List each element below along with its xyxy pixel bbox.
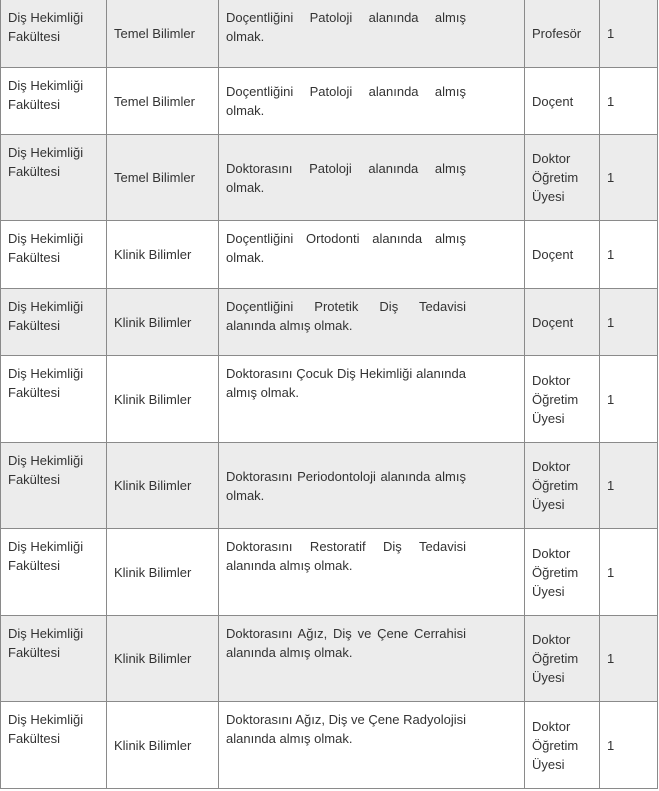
table-row bbox=[1, 702, 658, 789]
faculty-cell: Diş Hekimliği Fakültesi bbox=[1, 702, 107, 789]
faculty-cell: Diş Hekimliği Fakültesi bbox=[1, 289, 107, 356]
requirement-cell: Doçentliğini Protetik Diş Tedavisi alanında almış olmak. bbox=[219, 289, 525, 356]
title-cell: Doçent bbox=[525, 289, 600, 356]
faculty-cell: Diş Hekimliği Fakültesi bbox=[1, 356, 107, 443]
department-cell: Temel Bilimler bbox=[107, 68, 219, 135]
title-cell: Doktor Öğretim Üyesi bbox=[525, 702, 600, 789]
count-cell: 1 bbox=[600, 0, 658, 68]
requirement-cell: Doçentliğini Patoloji alanında almış olmak. bbox=[219, 0, 525, 68]
count-cell: 1 bbox=[600, 443, 658, 529]
faculty-cell: Diş Hekimliği Fakültesi bbox=[1, 135, 107, 221]
table-row bbox=[1, 356, 658, 443]
table-row bbox=[1, 443, 658, 529]
count-cell: 1 bbox=[600, 356, 658, 443]
table-row bbox=[1, 135, 658, 221]
department-cell: Temel Bilimler bbox=[107, 135, 219, 221]
department-cell: Klinik Bilimler bbox=[107, 616, 219, 702]
requirement-cell: Doçentliğini Patoloji alanında almış olmak. bbox=[219, 68, 525, 135]
department-cell: Klinik Bilimler bbox=[107, 443, 219, 529]
table-row bbox=[1, 616, 658, 702]
count-cell: 1 bbox=[600, 529, 658, 616]
requirement-cell: Doktorasını Periodontoloji alanında almış olmak. bbox=[219, 443, 525, 529]
department-cell: Klinik Bilimler bbox=[107, 356, 219, 443]
title-cell: Doktor Öğretim Üyesi bbox=[525, 443, 600, 529]
title-cell: Doktor Öğretim Üyesi bbox=[525, 356, 600, 443]
faculty-cell: Diş Hekimliği Fakültesi bbox=[1, 616, 107, 702]
count-cell: 1 bbox=[600, 702, 658, 789]
department-cell: Klinik Bilimler bbox=[107, 289, 219, 356]
title-cell: Doktor Öğretim Üyesi bbox=[525, 529, 600, 616]
count-cell: 1 bbox=[600, 616, 658, 702]
faculty-cell: Diş Hekimliği Fakültesi bbox=[1, 221, 107, 289]
title-cell: Doktor Öğretim Üyesi bbox=[525, 135, 600, 221]
table-row bbox=[1, 0, 658, 68]
faculty-cell: Diş Hekimliği Fakültesi bbox=[1, 68, 107, 135]
table-row bbox=[1, 529, 658, 616]
title-cell: Doçent bbox=[525, 221, 600, 289]
table-row bbox=[1, 289, 658, 356]
count-cell: 1 bbox=[600, 68, 658, 135]
title-cell: Profesör bbox=[525, 0, 600, 68]
requirement-cell: Doktorasını Restoratif Diş Tedavisi alanında almış olmak. bbox=[219, 529, 525, 616]
count-cell: 1 bbox=[600, 135, 658, 221]
table-row bbox=[1, 221, 658, 289]
department-cell: Klinik Bilimler bbox=[107, 702, 219, 789]
faculty-cell: Diş Hekimliği Fakültesi bbox=[1, 443, 107, 529]
count-cell: 1 bbox=[600, 289, 658, 356]
requirement-cell: Doktorasını Çocuk Diş Hekimliği alanında almış olmak. bbox=[219, 356, 525, 443]
department-cell: Temel Bilimler bbox=[107, 0, 219, 68]
requirement-cell: Doçentliğini Ortodonti alanında almış olmak. bbox=[219, 221, 525, 289]
department-cell: Klinik Bilimler bbox=[107, 221, 219, 289]
requirement-cell: Doktorasını Patoloji alanında almış olmak. bbox=[219, 135, 525, 221]
requirement-cell: Doktorasını Ağız, Diş ve Çene Radyolojisi alanında almış olmak. bbox=[219, 702, 525, 789]
requirement-cell: Doktorasını Ağız, Diş ve Çene Cerrahisi alanında almış olmak. bbox=[219, 616, 525, 702]
faculty-cell: Diş Hekimliği Fakültesi bbox=[1, 0, 107, 68]
title-cell: Doçent bbox=[525, 68, 600, 135]
table-row bbox=[1, 68, 658, 135]
title-cell: Doktor Öğretim Üyesi bbox=[525, 616, 600, 702]
count-cell: 1 bbox=[600, 221, 658, 289]
faculty-cell: Diş Hekimliği Fakültesi bbox=[1, 529, 107, 616]
department-cell: Klinik Bilimler bbox=[107, 529, 219, 616]
